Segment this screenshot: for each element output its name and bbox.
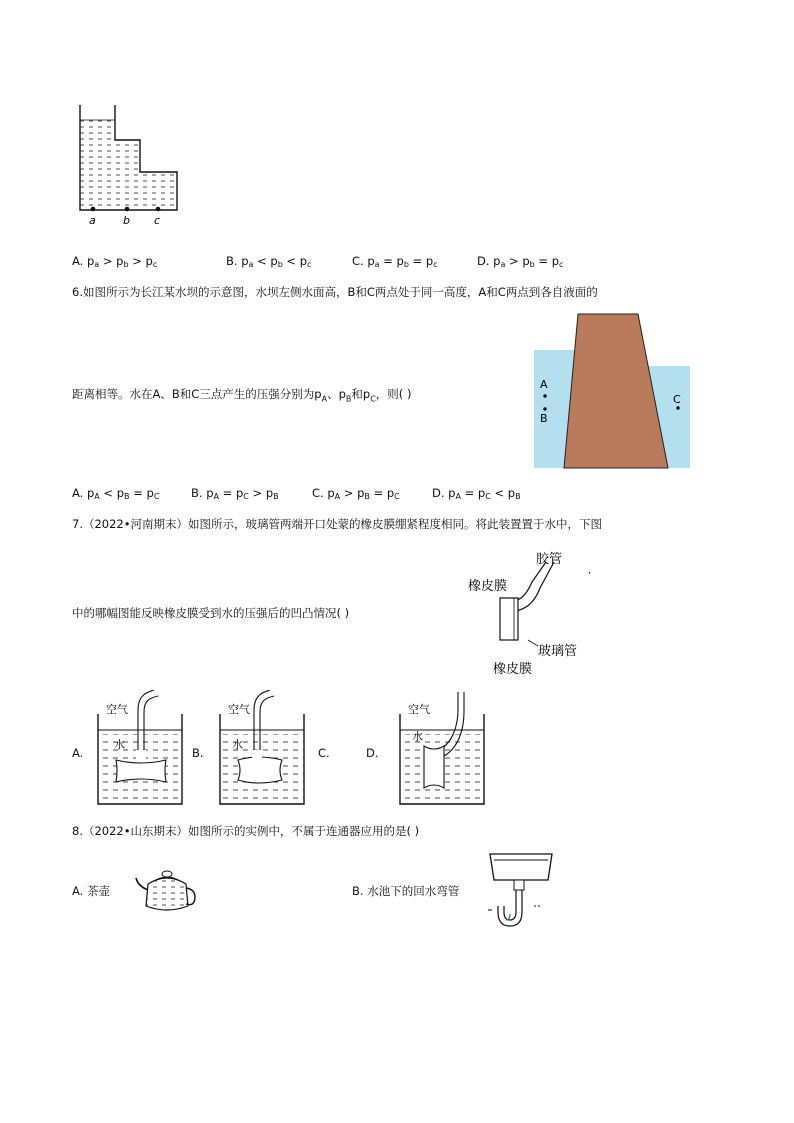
- point-A-label: A: [540, 378, 548, 391]
- beaker-a-figure: [92, 690, 188, 808]
- svg-text:空气: 空气: [106, 703, 128, 716]
- q6-stem-line1: 6.如图所示为长江某水坝的示意图，水坝左侧水面高，B和C两点处于同一高度，A和C两点到各自液面的: [72, 285, 598, 299]
- q5-option-a[interactable]: A. $p_a > p_b > p_c$: [72, 254, 158, 269]
- teapot-icon: [134, 860, 200, 918]
- svg-text:水: 水: [114, 738, 125, 751]
- label-membrane-bottom: 橡皮膜: [493, 662, 533, 677]
- point-a-dot: [91, 207, 96, 212]
- point-C-label: C: [673, 393, 681, 406]
- q7-option-b[interactable]: B.: [192, 746, 204, 760]
- q5-option-d[interactable]: D. $p_a > p_b = p_c$: [477, 254, 564, 269]
- point-C-dot: [676, 406, 679, 409]
- q7-option-c[interactable]: C.: [318, 746, 330, 760]
- svg-text:水: 水: [232, 738, 243, 751]
- q8-option-a[interactable]: A. 茶壶: [72, 884, 110, 898]
- q6-option-c[interactable]: C. $p_A > p_B = p_C$: [312, 486, 400, 501]
- q5-option-c[interactable]: C. $p_a = p_b = p_c$: [352, 254, 438, 269]
- q6-option-b[interactable]: B. $p_A = p_C > p_B$: [191, 486, 279, 501]
- q7-stem-line2: 中的哪幅图能反映橡皮膜受到水的压强后的凹凸情况( ): [72, 606, 350, 620]
- point-c-label: c: [154, 214, 161, 227]
- q7-stem-line1: 7.（2022•河南期末）如图所示，玻璃管两端开口处蒙的橡皮膜绷紧程度相同。将此装置置于水中，下图: [72, 517, 603, 531]
- q6-option-a[interactable]: A. $p_A < p_B = p_C$: [72, 486, 160, 501]
- beaker-b-figure: [212, 690, 308, 808]
- point-B-dot: [543, 407, 546, 410]
- q5-option-b[interactable]: B. $p_a < p_b < p_c$: [226, 254, 312, 269]
- label-membrane-top: 橡皮膜: [468, 579, 508, 594]
- point-B-label: B: [540, 412, 548, 425]
- point-c-dot: [156, 207, 161, 212]
- dam-figure: [534, 312, 690, 470]
- point-a-label: a: [89, 214, 96, 227]
- glass-tube-apparatus-figure: [462, 548, 602, 684]
- q8-stem: 8.（2022•山东期末）如图所示的实例中，不属于连通器应用的是( ): [72, 824, 420, 838]
- q6-option-d[interactable]: D. $p_A = p_C < p_B$: [432, 486, 521, 501]
- q8-option-b[interactable]: B. 水池下的回水弯管: [352, 884, 460, 898]
- beaker-d-figure: [394, 690, 490, 808]
- svg-text:,: ,: [588, 566, 591, 576]
- stepped-container-figure: [70, 100, 190, 230]
- dam: [564, 314, 668, 468]
- point-A-dot: [543, 394, 546, 397]
- glass-tube: [500, 598, 518, 640]
- point-b-dot: [125, 207, 130, 212]
- q7-option-a[interactable]: A.: [72, 746, 84, 760]
- label-glass-tube: 玻璃管: [538, 644, 578, 659]
- sink-trap-icon: [484, 850, 558, 930]
- q6-stem-line2: 距离相等。水在A、B和C三点产生的压强分别为$p_A$、$p_B$和$p_C$，则( ): [72, 387, 412, 404]
- point-b-label: b: [123, 214, 130, 227]
- svg-text:空气: 空气: [228, 703, 250, 716]
- label-hose: 胶管: [536, 552, 563, 567]
- q7-option-d[interactable]: D.: [366, 746, 379, 760]
- svg-text:水: 水: [412, 730, 423, 743]
- svg-text:空气: 空气: [408, 703, 430, 716]
